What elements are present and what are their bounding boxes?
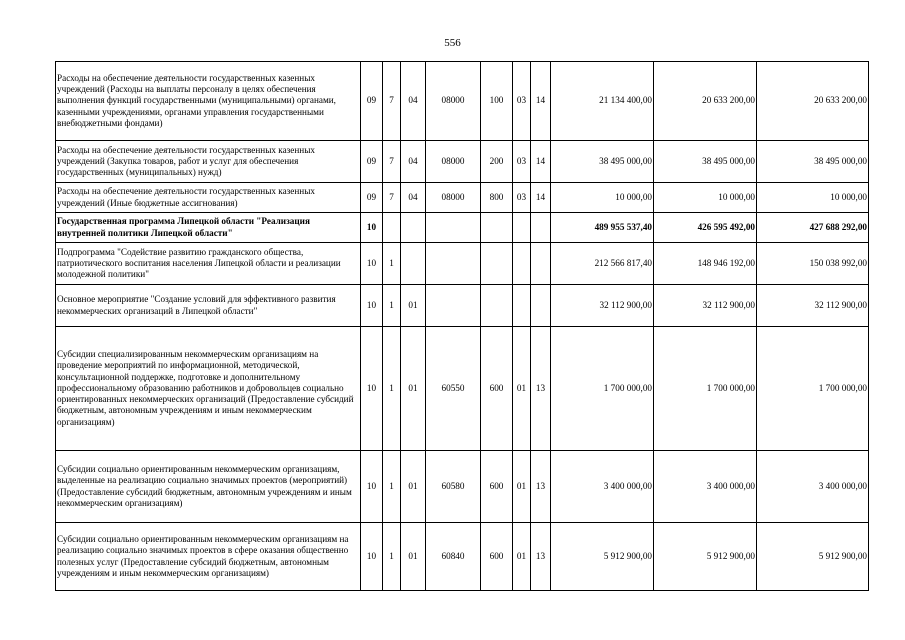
code-direction: 60550 (426, 327, 481, 451)
code-section: 03 (513, 141, 531, 183)
code-pp: 1 (383, 451, 401, 523)
code-subsection (531, 285, 551, 327)
code-section: 01 (513, 451, 531, 523)
amount-year-3: 32 112 900,00 (757, 285, 869, 327)
code-gp: 10 (361, 213, 383, 243)
code-section: 01 (513, 327, 531, 451)
code-om: 01 (401, 451, 426, 523)
code-om (401, 213, 426, 243)
amount-year-1: 489 955 537,40 (551, 213, 654, 243)
code-om: 01 (401, 285, 426, 327)
code-pp: 7 (383, 141, 401, 183)
code-direction (426, 213, 481, 243)
code-gp: 10 (361, 451, 383, 523)
table-row (56, 213, 869, 243)
amount-year-1: 1 700 000,00 (551, 327, 654, 451)
code-section (513, 213, 531, 243)
amount-year-1: 212 566 817,40 (551, 243, 654, 285)
code-subsection: 13 (531, 523, 551, 591)
row-description: Субсидии социально ориентированным некоммерческим организациям на реализацию социально значимых проектов в сфере оказания общественно полезных услуг (Предоставление субсидий бюджетным, автономным учреждениям и иным некоммерческим организациям) (56, 523, 361, 591)
amount-year-1: 21 134 400,00 (551, 62, 654, 141)
amount-year-1: 10 000,00 (551, 183, 654, 213)
row-description: Субсидии социально ориентированным некоммерческим организациям, выделенные на реализацию социально значимых проектов (мероприятий) (Предоставление субсидий бюджетным, автономным учреждениям и иным некоммерческим организациям) (56, 451, 361, 523)
code-direction (426, 243, 481, 285)
amount-year-3: 150 038 992,00 (757, 243, 869, 285)
amount-year-3: 427 688 292,00 (757, 213, 869, 243)
code-expense-type (481, 243, 513, 285)
code-subsection: 14 (531, 141, 551, 183)
code-subsection: 14 (531, 183, 551, 213)
amount-year-2: 5 912 900,00 (654, 523, 757, 591)
code-section: 03 (513, 183, 531, 213)
amount-year-1: 38 495 000,00 (551, 141, 654, 183)
code-pp: 1 (383, 243, 401, 285)
code-gp: 09 (361, 141, 383, 183)
code-direction (426, 285, 481, 327)
code-direction: 08000 (426, 141, 481, 183)
row-description: Расходы на обеспечение деятельности государственных казенных учреждений (Расходы на выплаты персоналу в целях обеспечения выполнения функций государственными (муниципальными) органами, казенными учреждениями, органами управления государственными внебюджетными фондами) (56, 62, 361, 141)
code-gp: 10 (361, 523, 383, 591)
table-row (56, 243, 869, 285)
code-subsection: 13 (531, 327, 551, 451)
code-gp: 10 (361, 327, 383, 451)
table-row (56, 141, 869, 183)
code-subsection (531, 213, 551, 243)
row-description: Подпрограмма "Содействие развитию гражданского общества, патриотического воспитания населения Липецкой области и реализации молодежной политики" (56, 243, 361, 285)
amount-year-3: 10 000,00 (757, 183, 869, 213)
row-description: Государственная программа Липецкой области "Реализация внутренней политики Липецкой области" (56, 213, 361, 243)
code-expense-type: 600 (481, 451, 513, 523)
amount-year-3: 38 495 000,00 (757, 141, 869, 183)
row-description: Субсидии специализированным некоммерческим организациям на проведение мероприятий по информационной, методической, консультационной поддержке, подготовке и дополнительному профессиональному образованию работников и добровольцев социально ориентированных некоммерческих организаций (Предоставление субсидий бюджетным, автономным учреждениям и иным некоммерческим организациям) (56, 327, 361, 451)
amount-year-2: 426 595 492,00 (654, 213, 757, 243)
amount-year-2: 10 000,00 (654, 183, 757, 213)
code-expense-type: 200 (481, 141, 513, 183)
amount-year-3: 3 400 000,00 (757, 451, 869, 523)
code-om: 04 (401, 183, 426, 213)
code-pp: 7 (383, 62, 401, 141)
code-gp: 09 (361, 62, 383, 141)
code-expense-type (481, 285, 513, 327)
code-direction: 08000 (426, 62, 481, 141)
code-pp: 1 (383, 327, 401, 451)
amount-year-1: 3 400 000,00 (551, 451, 654, 523)
amount-year-2: 32 112 900,00 (654, 285, 757, 327)
code-expense-type: 600 (481, 523, 513, 591)
code-section (513, 285, 531, 327)
code-om: 01 (401, 327, 426, 451)
code-pp: 7 (383, 183, 401, 213)
table-row (56, 327, 869, 451)
code-pp: 1 (383, 285, 401, 327)
table-row (56, 285, 869, 327)
code-gp: 10 (361, 243, 383, 285)
budget-table (55, 61, 869, 591)
row-description: Расходы на обеспечение деятельности государственных казенных учреждений (Иные бюджетные ассигнования) (56, 183, 361, 213)
amount-year-2: 20 633 200,00 (654, 62, 757, 141)
amount-year-3: 5 912 900,00 (757, 523, 869, 591)
code-expense-type (481, 213, 513, 243)
amount-year-1: 32 112 900,00 (551, 285, 654, 327)
code-expense-type: 800 (481, 183, 513, 213)
amount-year-3: 20 633 200,00 (757, 62, 869, 141)
page-number: 556 (444, 37, 461, 49)
code-gp: 09 (361, 183, 383, 213)
amount-year-3: 1 700 000,00 (757, 327, 869, 451)
table-row (56, 62, 869, 141)
code-direction: 60580 (426, 451, 481, 523)
code-subsection: 13 (531, 451, 551, 523)
code-direction: 08000 (426, 183, 481, 213)
code-subsection (531, 243, 551, 285)
code-section: 03 (513, 62, 531, 141)
code-gp: 10 (361, 285, 383, 327)
table-row (56, 451, 869, 523)
amount-year-2: 38 495 000,00 (654, 141, 757, 183)
code-om: 04 (401, 141, 426, 183)
code-om: 01 (401, 523, 426, 591)
code-section: 01 (513, 523, 531, 591)
amount-year-2: 148 946 192,00 (654, 243, 757, 285)
table-row (56, 183, 869, 213)
amount-year-1: 5 912 900,00 (551, 523, 654, 591)
code-om: 04 (401, 62, 426, 141)
code-expense-type: 600 (481, 327, 513, 451)
code-section (513, 243, 531, 285)
code-direction: 60840 (426, 523, 481, 591)
code-pp: 1 (383, 523, 401, 591)
amount-year-2: 1 700 000,00 (654, 327, 757, 451)
amount-year-2: 3 400 000,00 (654, 451, 757, 523)
row-description: Расходы на обеспечение деятельности государственных казенных учреждений (Закупка товаров, работ и услуг для обеспечения государственных (муниципальных) нужд) (56, 141, 361, 183)
code-subsection: 14 (531, 62, 551, 141)
code-pp (383, 213, 401, 243)
row-description: Основное мероприятие "Создание условий для эффективного развития некоммерческих организаций в Липецкой области" (56, 285, 361, 327)
table-row (56, 523, 869, 591)
code-expense-type: 100 (481, 62, 513, 141)
code-om (401, 243, 426, 285)
